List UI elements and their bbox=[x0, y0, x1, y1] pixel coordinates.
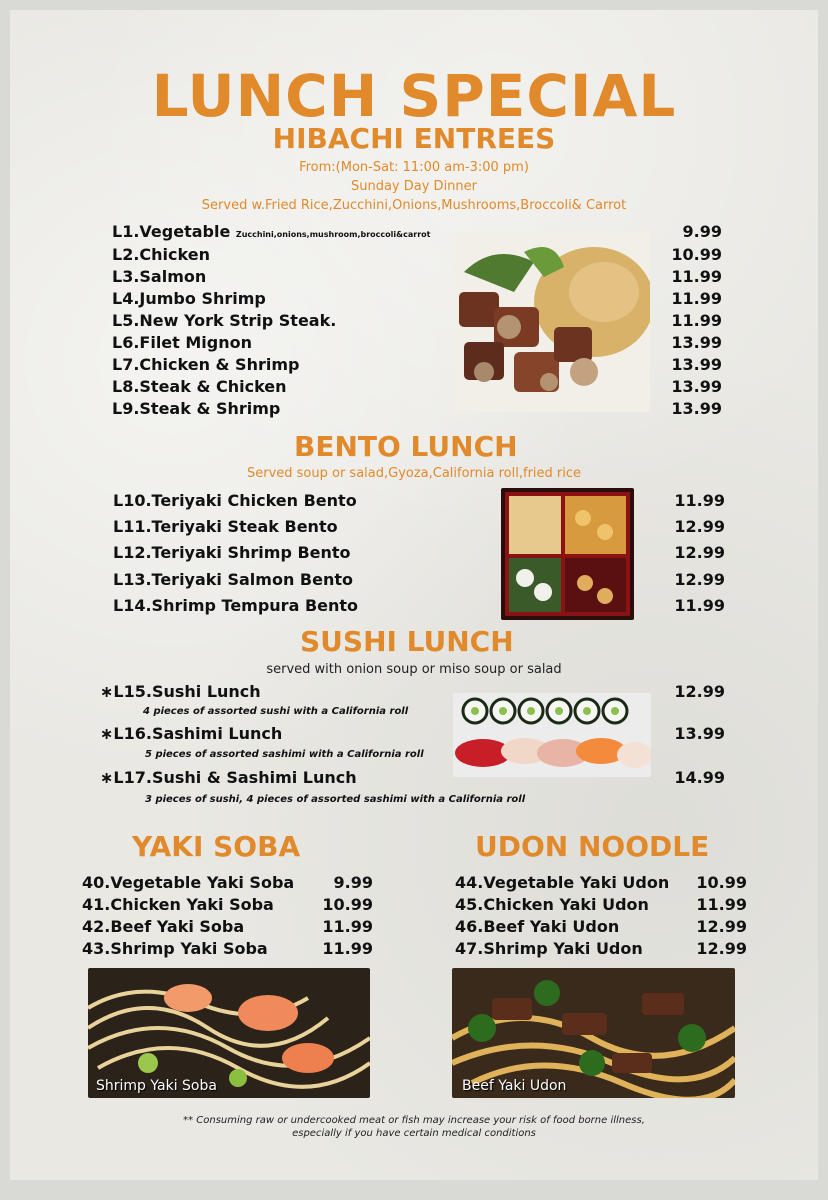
sushi-photo bbox=[453, 693, 651, 777]
hours-text: From:(Mon-Sat: 11:00 am-3:00 pm) bbox=[299, 160, 529, 175]
menu-item-43: 43.Shrimp Yaki Soba bbox=[82, 939, 268, 958]
sushi-platter-image bbox=[453, 693, 651, 777]
item-price: 11.99 bbox=[671, 311, 722, 330]
menu-item-46: 46.Beef Yaki Udon bbox=[455, 917, 620, 936]
item-price: 11.99 bbox=[322, 939, 373, 958]
item-price: 13.99 bbox=[671, 355, 722, 374]
menu-item-l9: L9.Steak & Shrimp bbox=[112, 399, 281, 418]
menu-item-l2: L2.Chicken bbox=[112, 245, 210, 264]
menu-item-40: 40.Vegetable Yaki Soba bbox=[82, 873, 295, 892]
bento-photo bbox=[501, 488, 634, 620]
menu-item-l14: L14.Shrimp Tempura Bento bbox=[113, 596, 359, 615]
sushi-title: SUSHI LUNCH bbox=[300, 625, 514, 658]
item-price: 13.99 bbox=[671, 377, 722, 396]
hibachi-photo bbox=[454, 232, 650, 412]
menu-item-47: 47.Shrimp Yaki Udon bbox=[455, 939, 643, 958]
item-price: 10.99 bbox=[322, 895, 373, 914]
soba-title: YAKI SOBA bbox=[132, 830, 301, 863]
item-price: 12.99 bbox=[674, 570, 725, 589]
item-price: 14.99 bbox=[674, 768, 725, 787]
menu-item-l13: L13.Teriyaki Salmon Bento bbox=[113, 570, 353, 589]
menu-item-l4: L4.Jumbo Shrimp bbox=[112, 289, 266, 308]
menu-item-l10: L10.Teriyaki Chicken Bento bbox=[113, 491, 357, 510]
page-title: LUNCH SPECIAL bbox=[151, 62, 677, 130]
udon-photo bbox=[452, 968, 735, 1098]
item-price: 9.99 bbox=[333, 873, 373, 892]
bento-served-text: Served soup or salad,Gyoza,California roll,fried rice bbox=[246, 466, 582, 481]
menu-item-42: 42.Beef Yaki Soba bbox=[82, 917, 245, 936]
item-price: 10.99 bbox=[671, 245, 722, 264]
item-price: 11.99 bbox=[671, 289, 722, 308]
hibachi-plate-image bbox=[454, 232, 650, 412]
hibachi-title: HIBACHI ENTREES bbox=[272, 122, 556, 155]
item-description: 3 pieces of sushi, 4 pieces of assorted sashimi with a California roll bbox=[145, 794, 526, 805]
item-price: 12.99 bbox=[674, 682, 725, 701]
menu-item-l5: L5.New York Strip Steak. bbox=[112, 311, 337, 330]
footer-disclaimer-line1: ** Consuming raw or undercooked meat or fish may increase your risk of food borne illness, bbox=[183, 1115, 645, 1126]
menu-item-l7: L7.Chicken & Shrimp bbox=[112, 355, 300, 374]
menu-item-45: 45.Chicken Yaki Udon bbox=[455, 895, 649, 914]
menu-item-l17: ∗L17.Sushi & Sashimi Lunch bbox=[100, 768, 357, 787]
menu-item-l6: L6.Filet Mignon bbox=[112, 333, 253, 352]
item-description: 5 pieces of assorted sashimi with a California roll bbox=[145, 749, 424, 760]
item-price: 10.99 bbox=[696, 873, 747, 892]
udon-photo-caption: Beef Yaki Udon bbox=[462, 1078, 567, 1094]
item-price: 11.99 bbox=[671, 267, 722, 286]
bento-title: BENTO LUNCH bbox=[294, 430, 518, 463]
item-price: 13.99 bbox=[671, 333, 722, 352]
menu-item-l1 bbox=[112, 222, 430, 241]
item-price: 11.99 bbox=[696, 895, 747, 914]
menu-item-41: 41.Chicken Yaki Soba bbox=[82, 895, 274, 914]
menu-item-44: 44.Vegetable Yaki Udon bbox=[455, 873, 670, 892]
soba-photo-caption: Shrimp Yaki Soba bbox=[96, 1078, 217, 1094]
item-price: 13.99 bbox=[674, 724, 725, 743]
item-price: 12.99 bbox=[696, 939, 747, 958]
menu-item-l3: L3.Salmon bbox=[112, 267, 207, 286]
item-price: 11.99 bbox=[322, 917, 373, 936]
udon-title: UDON NOODLE bbox=[475, 830, 710, 863]
item-price: 11.99 bbox=[674, 491, 725, 510]
item-description: 4 pieces of assorted sushi with a California roll bbox=[143, 706, 409, 717]
item-price: 12.99 bbox=[696, 917, 747, 936]
menu-item-l8: L8.Steak & Chicken bbox=[112, 377, 287, 396]
item-price: 9.99 bbox=[682, 222, 722, 241]
item-price: 12.99 bbox=[674, 543, 725, 562]
bento-box-image bbox=[501, 488, 634, 620]
sunday-text: Sunday Day Dinner bbox=[350, 179, 478, 194]
menu-item-l16: ∗L16.Sashimi Lunch bbox=[100, 724, 283, 743]
item-price: 11.99 bbox=[674, 596, 725, 615]
soba-photo bbox=[88, 968, 370, 1098]
hibachi-served-text: Served w.Fried Rice,Zucchini,Onions,Mushrooms,Broccoli& Carrot bbox=[201, 198, 627, 213]
item-price: 13.99 bbox=[671, 399, 722, 418]
item-price: 12.99 bbox=[674, 517, 725, 536]
footer-disclaimer-line2: especially if you have certain medical conditions bbox=[292, 1128, 536, 1139]
sushi-served-text: served with onion soup or miso soup or salad bbox=[266, 662, 562, 677]
menu-item-l15: ∗L15.Sushi Lunch bbox=[100, 682, 261, 701]
menu-item-l12: L12.Teriyaki Shrimp Bento bbox=[113, 543, 351, 562]
item-name: L1.Vegetable bbox=[112, 222, 231, 241]
menu-item-l11: L11.Teriyaki Steak Bento bbox=[113, 517, 338, 536]
item-note: Zucchini,onions,mushroom,broccoli&carrot bbox=[235, 230, 431, 239]
